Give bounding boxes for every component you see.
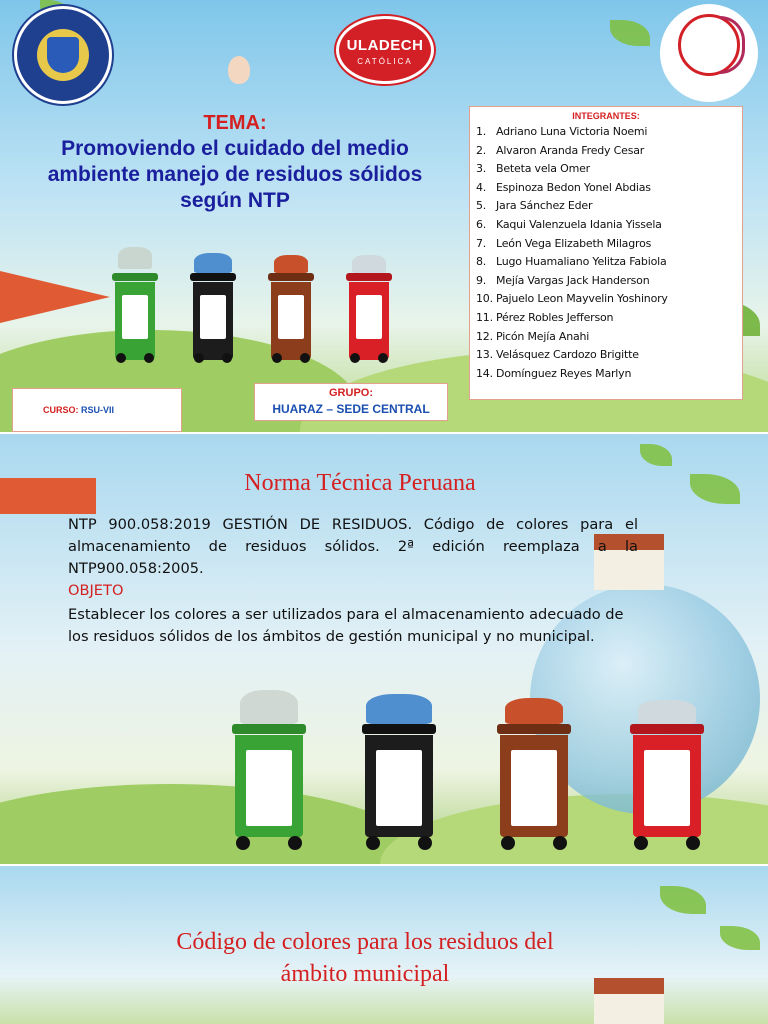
wheel-icon — [378, 353, 388, 363]
black-bin-icon — [362, 690, 436, 850]
grupo-value: HUARAZ – SEDE CENTRAL — [272, 402, 430, 416]
wheel-icon — [116, 353, 126, 363]
curso-value: RSU-VII — [81, 405, 115, 415]
green-bin-icon — [112, 255, 158, 363]
social-responsibility-logo — [660, 4, 758, 102]
bin-lid — [497, 724, 571, 734]
member-name: Espinoza Bedon Yonel Abdias — [496, 180, 651, 194]
wheel-icon — [222, 353, 232, 363]
leaf-icon — [660, 886, 706, 914]
wheel-icon — [300, 353, 310, 363]
leaf-icon — [640, 444, 672, 466]
wheel-icon — [501, 836, 515, 850]
member-item — [476, 216, 742, 235]
member-number: 12. — [476, 329, 493, 343]
integrantes-box — [469, 106, 743, 400]
member-name: Alvaron Aranda Fredy Cesar — [496, 143, 645, 157]
member-name: Lugo Huamaliano Yelitza Fabiola — [496, 255, 667, 269]
member-name: Pajuelo Leon Mayvelin Yoshinory — [496, 292, 668, 306]
waste-icon — [274, 255, 308, 273]
bin-label — [278, 295, 304, 339]
bin-label — [200, 295, 226, 339]
bin-lid — [346, 273, 392, 281]
waste-icon — [505, 698, 563, 724]
wheel-icon — [350, 353, 360, 363]
hill-right — [380, 794, 768, 864]
wheel-icon — [144, 353, 154, 363]
black-bin-icon — [190, 255, 236, 363]
member-item — [476, 179, 742, 198]
member-item — [476, 235, 742, 254]
balloon-icon — [228, 56, 250, 84]
bin-label — [511, 750, 557, 826]
member-number: 1. — [476, 125, 487, 138]
ntp-title: Norma Técnica Peruana — [244, 470, 476, 496]
member-name: Jara Sánchez Eder — [496, 199, 593, 213]
slide-cover — [0, 0, 768, 432]
brown-bin-icon — [497, 690, 571, 850]
member-item — [476, 253, 742, 272]
member-number: 5. — [476, 199, 487, 213]
uladech-logo-sub: CATÓLICA — [357, 57, 413, 66]
color-code-title: Código de colores para los residuos del ámbito municipal — [176, 929, 554, 987]
red-bin-icon — [630, 690, 704, 850]
waste-icon — [194, 253, 232, 273]
bin-label — [356, 295, 382, 339]
waste-icon — [118, 247, 152, 269]
member-number: 2. — [476, 143, 487, 157]
hill-left — [0, 784, 420, 864]
wheel-icon — [194, 353, 204, 363]
member-number: 14. — [476, 366, 493, 380]
waste-icon — [366, 694, 432, 724]
green-bin-icon — [232, 690, 306, 850]
shield-icon — [47, 37, 79, 73]
waste-icon — [240, 690, 298, 724]
member-item — [476, 197, 742, 216]
member-name: Domínguez Reyes Marlyn — [496, 366, 632, 380]
member-name: Pérez Robles Jefferson — [496, 310, 614, 324]
member-name: Adriano Luna Victoria Noemi — [496, 125, 648, 138]
wheel-icon — [288, 836, 302, 850]
bin-label — [122, 295, 148, 339]
member-number: 11. — [476, 310, 493, 324]
leaf-icon — [720, 926, 760, 950]
hand-icon — [720, 16, 745, 74]
slide-ntp — [0, 434, 768, 864]
objeto-text: Establecer los colores a ser utilizados para el almacenamiento adecuado de los residuos sólidos de los ámbitos de gestión municipal y no municipal. — [68, 606, 624, 645]
uladech-logo — [336, 16, 434, 84]
member-number: 9. — [476, 273, 487, 287]
bin-lid — [190, 273, 236, 281]
integrantes-list — [470, 123, 742, 383]
slide-color-code — [0, 866, 768, 1024]
arrow-icon — [0, 271, 110, 323]
member-number: 3. — [476, 162, 487, 176]
curso-box — [12, 388, 182, 432]
member-name: Picón Mejía Anahi — [496, 329, 590, 343]
curso-line — [43, 405, 114, 415]
member-item — [476, 160, 742, 179]
member-item — [476, 309, 742, 328]
wheel-icon — [418, 836, 432, 850]
curso-label: CURSO: — [43, 405, 79, 415]
bin-label — [376, 750, 422, 826]
wheel-icon — [366, 836, 380, 850]
member-item — [476, 328, 742, 347]
member-item — [476, 365, 742, 384]
red-bin-icon — [346, 255, 392, 363]
integrantes-title: INTEGRANTES: — [572, 111, 640, 121]
bin-label — [246, 750, 292, 826]
wheel-icon — [634, 836, 648, 850]
member-item — [476, 346, 742, 365]
bin-lid — [112, 273, 158, 281]
leaf-icon — [610, 20, 650, 46]
bin-lid — [232, 724, 306, 734]
member-item — [476, 290, 742, 309]
grupo-label: GRUPO: — [329, 387, 373, 399]
member-item — [476, 272, 742, 291]
member-name: Kaqui Valenzuela Idania Yissela — [496, 217, 662, 231]
ntp-text: NTP 900.058:2019 GESTIÓN DE RESIDUOS. Código de colores para el almacenamiento de residuos sólidos. 2ª edición reemplaza a la NTP900.058:2005. — [68, 516, 638, 577]
member-item — [476, 142, 742, 161]
wheel-icon — [553, 836, 567, 850]
bin-label — [644, 750, 690, 826]
bin-lid — [630, 724, 704, 734]
wheel-icon — [236, 836, 250, 850]
uladech-logo-text: ULADECH — [346, 37, 424, 54]
grupo-box — [254, 383, 448, 421]
member-number: 7. — [476, 236, 487, 250]
member-name: Beteta vela Omer — [496, 162, 590, 176]
member-name: León Vega Elizabeth Milagros — [496, 236, 652, 250]
house-icon — [594, 978, 664, 1024]
member-name: Mejía Vargas Jack Handerson — [496, 273, 650, 287]
brown-bin-icon — [268, 255, 314, 363]
member-number: 6. — [476, 217, 487, 231]
wheel-icon — [272, 353, 282, 363]
member-item — [476, 123, 742, 142]
wheel-icon — [686, 836, 700, 850]
member-number: 4. — [476, 180, 487, 194]
bin-lid — [268, 273, 314, 281]
bin-lid — [362, 724, 436, 734]
tema-title: Promoviendo el cuidado del medio ambiente manejo de residuos sólidos según NTP — [47, 137, 423, 212]
member-number: 8. — [476, 255, 487, 269]
member-number: 13. — [476, 348, 493, 362]
school-logo — [14, 6, 112, 104]
member-number: 10. — [476, 292, 493, 306]
tema-label: TEMA: — [203, 112, 267, 134]
waste-icon — [638, 700, 696, 724]
member-name: Velásquez Cardozo Brigitte — [496, 348, 639, 362]
waste-icon — [352, 255, 386, 273]
objeto-label: OBJETO — [68, 582, 124, 599]
